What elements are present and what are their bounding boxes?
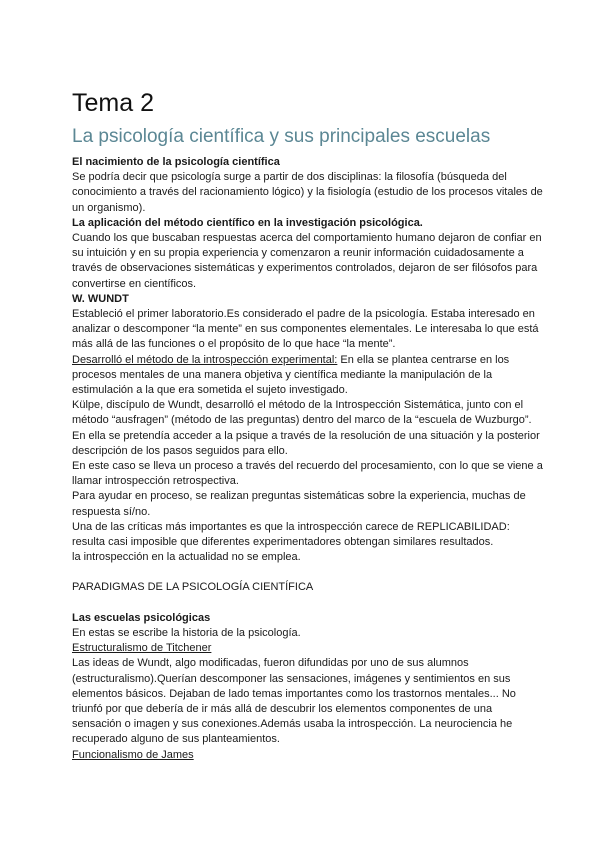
paragraph-wundt-6: Para ayudar en proceso, se realizan preguntas sistemáticas sobre la experiencia, muchas de respuesta sí/no. — [72, 490, 526, 518]
section-heading-paradigmas: PARADIGMAS DE LA PSICOLOGÍA CIENTÍFICA — [72, 581, 314, 594]
section-heading-metodo: La aplicación del método científico en la investigación psicológica. — [72, 216, 423, 229]
paragraph-metodo: Cuando los que buscaban respuestas acerca del comportamiento humano dejaron de confiar en su intuición y en su propia experiencia y comenzaron a reunir información cuidadosamente a través de observaciones sistemáticas y experimentos controlados, dejaron de ser filósofos para convertirse en científicos. — [72, 232, 542, 290]
section-heading-wundt: W. WUNDT — [72, 292, 129, 305]
spacer — [72, 565, 544, 580]
page-title: Tema 2 — [72, 89, 154, 117]
subheading-funcionalismo: Funcionalismo de James — [72, 748, 194, 761]
paragraph-escuelas: En estas se escribe la historia de la psicología. — [72, 626, 301, 639]
paragraph-wundt-2-rest: En ella se plantea centrarse en los procesos mentales de una manera objetiva y científica mediante la manipulación de la estimulación a la que era sometida el sujeto investigado. — [72, 353, 510, 397]
document-body — [72, 155, 544, 763]
paragraph-wundt-2 — [72, 353, 544, 399]
paragraph-wundt-1: Estableció el primer laboratorio.Es considerado el padre de la psicología. Estaba interesado en analizar o descomponer “la mente” en sus componentes elementales. Le interesaba lo que está más allá de las funciones o el propósito de lo que hace “la mente”. — [72, 308, 539, 351]
paragraph-wundt-7: Una de las críticas más importantes es que la introspección carece de REPLICABILIDAD: resulta casi imposible que diferentes experimentadores obtengan similares resultados. — [72, 520, 510, 549]
paragraph-wundt-3: Külpe, discípulo de Wundt, desarrolló el método de la Introspección Sistemática, junto con el método “ausfragen” (método de las preguntas) dentro del marco de la “escuela de Wuzburgo”. — [72, 399, 532, 427]
section-heading-escuelas: Las escuelas psicológicas — [72, 611, 211, 624]
paragraph-nacimiento: Se podría decir que psicología surge a partir de dos disciplinas: la filosofía (búsqueda del conocimiento a través del racionamiento lógico) y la fisiología (estudio de los procesos vitales de un organismo). — [72, 171, 543, 214]
section-heading-nacimiento: El nacimiento de la psicología científica — [72, 156, 280, 168]
paragraph-wundt-5: En este caso se lleva un proceso a través del recuerdo del procesamiento, con lo que se viene a llamar introspección retrospectiva. — [72, 460, 543, 488]
subheading-estructuralismo: Estructuralismo de Titchener — [72, 642, 212, 655]
paragraph-wundt-8: la introspección en la actualidad no se emplea. — [72, 551, 301, 564]
underlined-term-introspeccion: Desarrolló el método de la introspección experimental: — [72, 353, 338, 366]
paragraph-estructuralismo: Las ideas de Wundt, algo modificadas, fueron difundidas por uno de sus alumnos (estructuralismo).Querían descomponer las sensaciones, imágenes y sentimientos en sus elementos básicos. Dejaban de lado temas importantes como los trastornos mentales... No triunfó por que debería de ir más allá de descubrir los elementos componentes de una sensación o imagen y sus conexiones.Además usaba la introspección. La neurociencia he recuperado alguno de sus planteamientos. — [72, 657, 516, 746]
paragraph-wundt-4: En ella se pretendía acceder a la psique a través de la resolución de una situación y la posterior descripción de los pasos seguidos para ello. — [72, 429, 540, 457]
spacer — [72, 596, 544, 611]
page-subtitle: La psicología científica y sus principales escuelas — [72, 126, 491, 147]
